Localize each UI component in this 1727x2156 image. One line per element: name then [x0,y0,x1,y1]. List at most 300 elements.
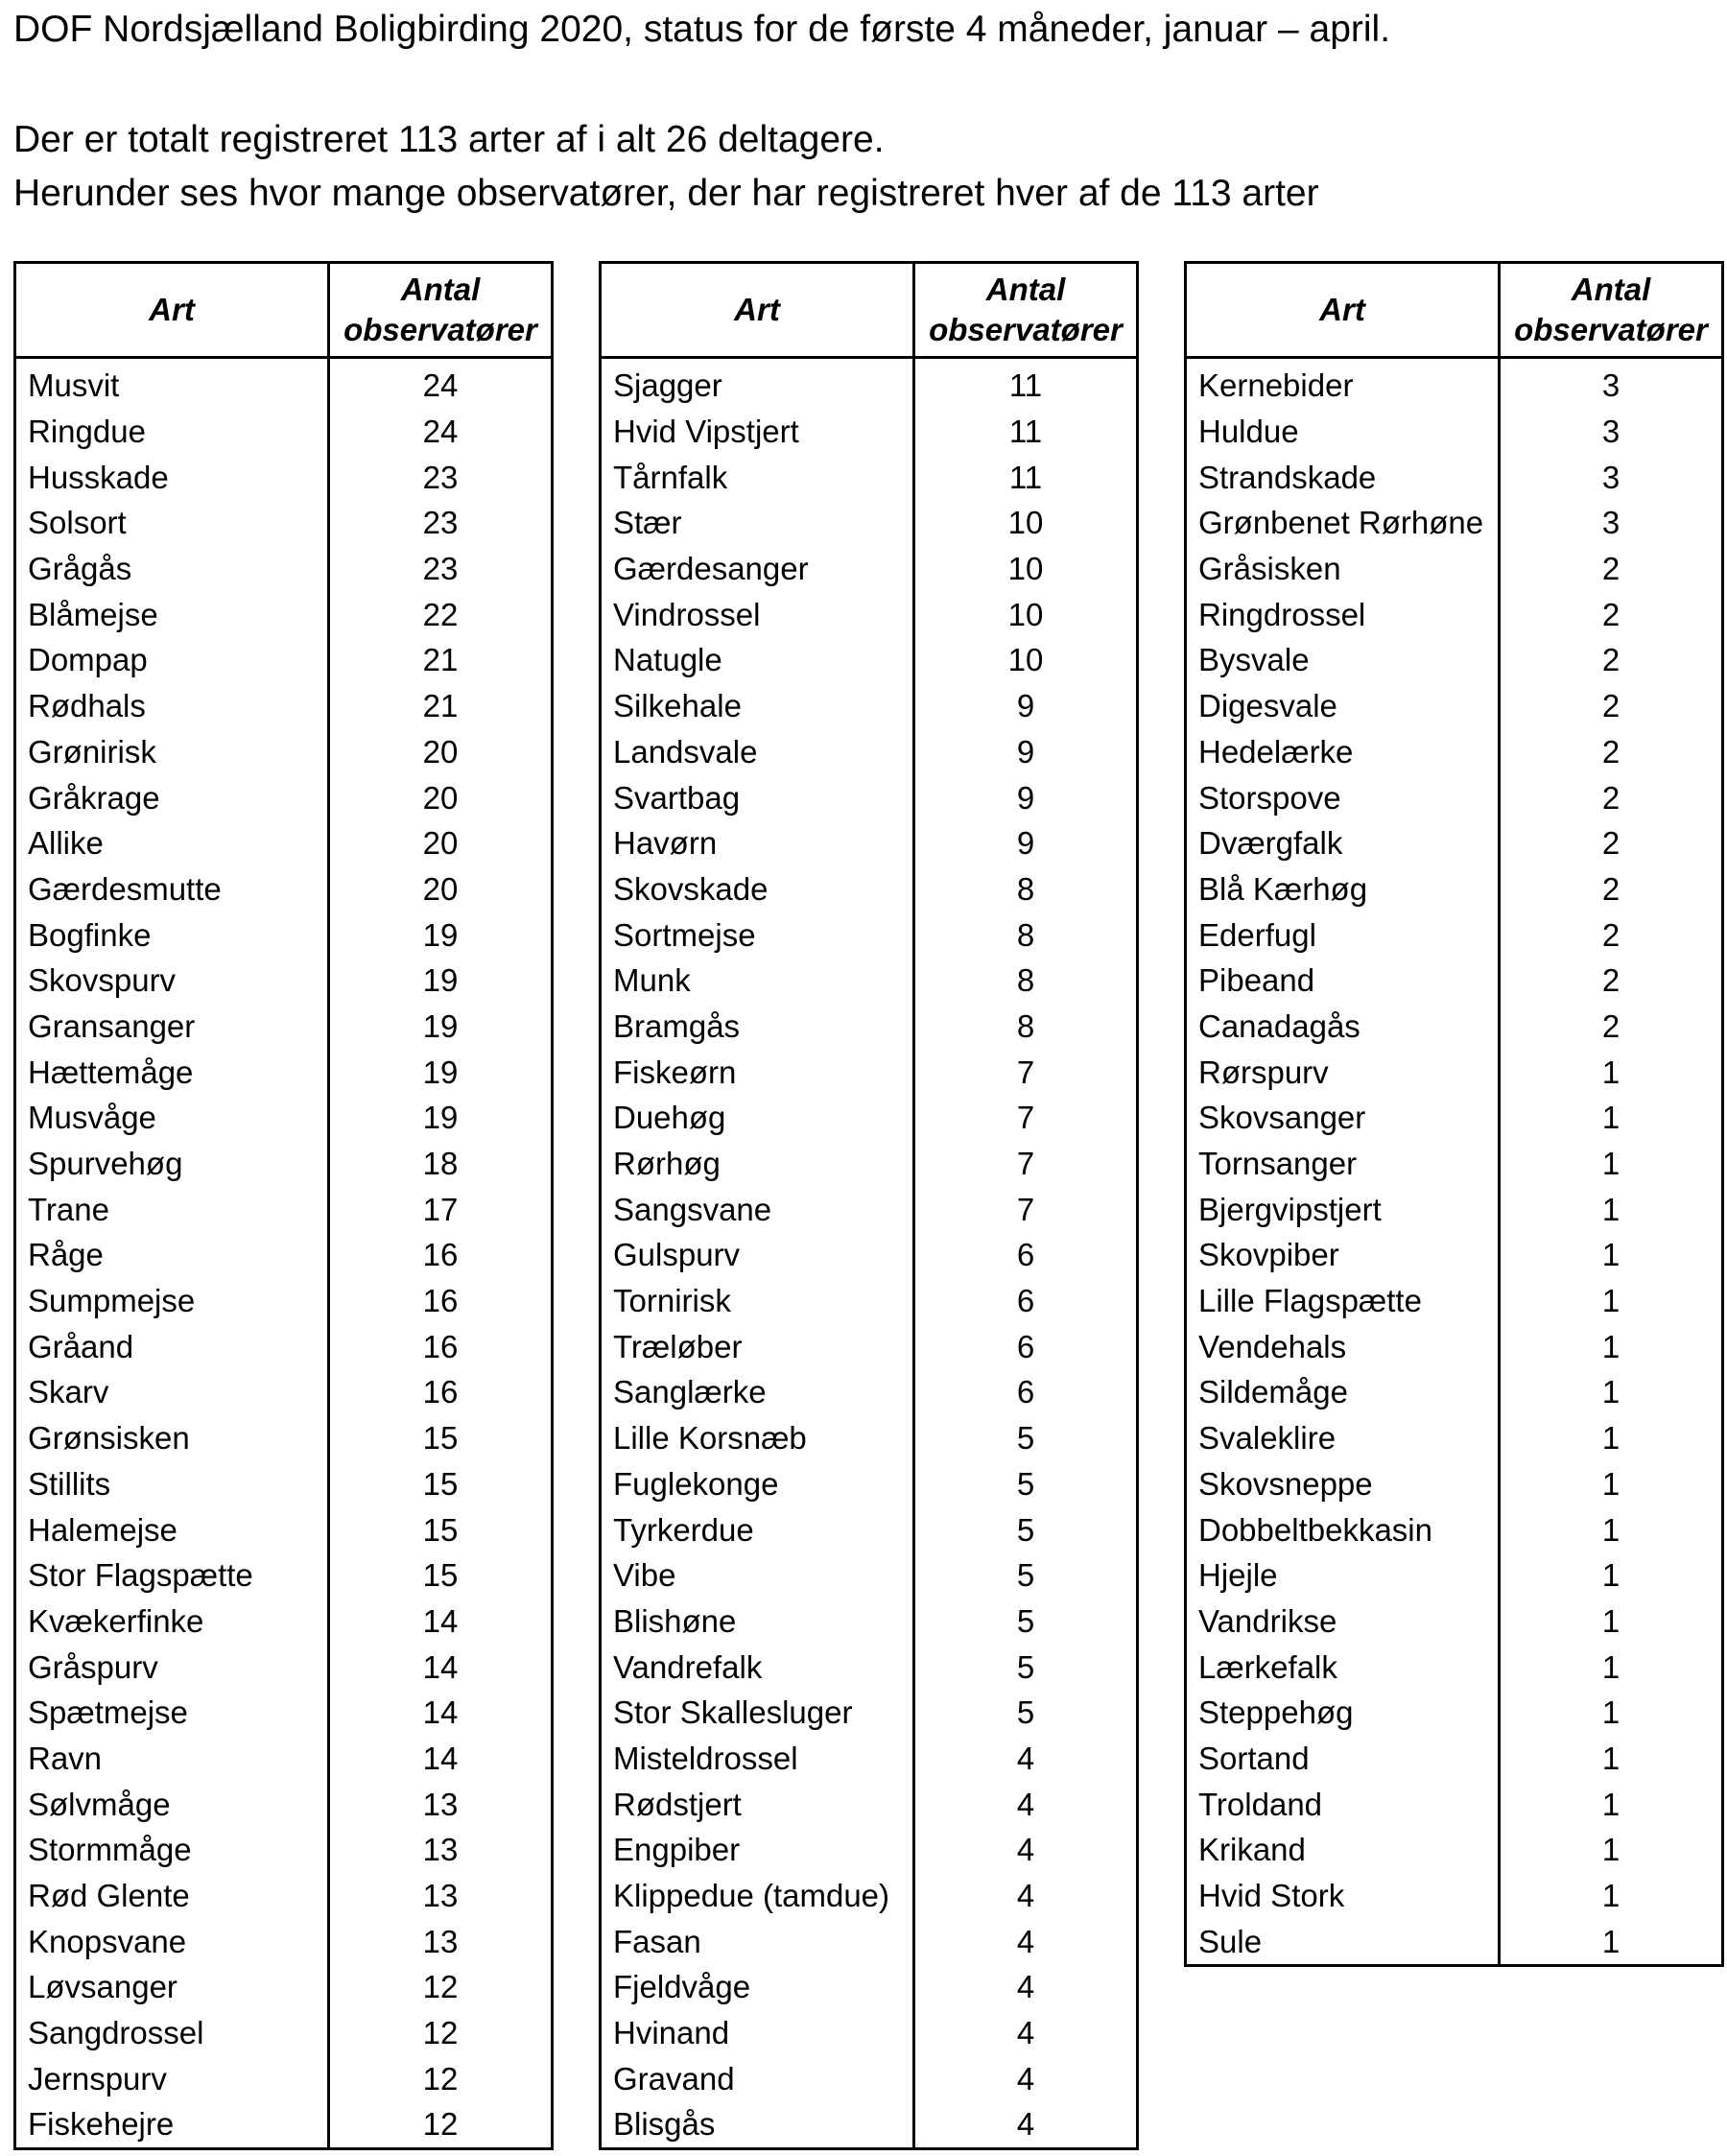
observer-count: 4 [1016,1923,1035,1959]
table-row [601,1690,1138,1736]
table-row [601,866,1138,912]
observer-count: 1 [1601,1557,1621,1594]
table-row [15,1918,553,1964]
species-name: Blåmejse [15,591,329,637]
table-row [1186,1186,1723,1232]
observer-count: 2 [1601,1007,1621,1044]
table-row [1186,637,1723,683]
table-row [15,1690,553,1736]
table-row [1186,1415,1723,1461]
observer-count: 20 [422,779,459,816]
observer-count: 20 [422,825,459,862]
observer-count: 22 [422,596,459,632]
table-row [601,1049,1138,1095]
species-name: Løvsanger [15,1964,329,2010]
observer-count: 19 [422,962,459,999]
observer-count: 14 [422,1648,459,1685]
observer-count: 6 [1016,1237,1035,1273]
species-name: Duehøg [601,1095,914,1141]
species-name: Vibe [601,1552,914,1599]
species-name: Tornirisk [601,1278,914,1324]
header-count-line1: Antal [985,272,1066,307]
table-row [15,1873,553,1919]
species-name: Ederfugl [1186,912,1500,958]
table-row [15,454,553,500]
table-row [1186,683,1723,729]
observer-count: 14 [422,1694,459,1731]
observer-count: 1 [1601,1465,1621,1502]
observer-count: 4 [1016,1878,1035,1914]
species-name: Skovpiber [1186,1232,1500,1278]
observer-count: 3 [1601,414,1621,450]
observer-count: 4 [1016,2060,1035,2097]
species-name: Gråspurv [15,1644,329,1690]
table-row [1186,1369,1723,1415]
table-row [1186,1873,1723,1919]
table-row [15,2101,553,2148]
observer-count: 9 [1016,733,1035,770]
species-name: Sumpmejse [15,1278,329,1324]
observer-count: 20 [422,733,459,770]
table-row [601,358,1138,409]
observer-count: 6 [1016,1374,1035,1410]
species-name: Vindrossel [601,591,914,637]
table-row [1186,1552,1723,1599]
species-name: Silkehale [601,683,914,729]
table-row [1186,1918,1723,1965]
species-name: Ravn [15,1736,329,1782]
species-name: Gråsisken [1186,546,1500,592]
observer-count: 21 [422,642,459,678]
table-row [601,546,1138,592]
table-row [15,912,553,958]
document-title: DOF Nordsjælland Boligbirding 2020, status for de første 4 måneder, januar – april. [13,9,1391,50]
table-row [601,409,1138,455]
species-name: Grønbenet Rørhøne [1186,500,1500,546]
species-name: Sortmejse [601,912,914,958]
table-row [15,1004,553,1050]
species-name: Skovspurv [15,958,329,1004]
table-row [601,2101,1138,2148]
species-name: Musvit [15,358,329,409]
observer-count: 8 [1016,870,1035,907]
species-name: Blisgås [601,2101,914,2148]
observer-count: 4 [1016,1969,1035,2005]
table-row [15,774,553,820]
observer-count: 19 [422,916,459,953]
table-body [1186,358,1723,1966]
species-name: Bramgås [601,1004,914,1050]
observer-count: 19 [422,1054,459,1090]
observer-count: 1 [1601,1786,1621,1822]
species-name: Sanglærke [601,1369,914,1415]
table-row [15,1369,553,1415]
observer-count: 6 [1016,1283,1035,1319]
table-row [601,1644,1138,1690]
species-name: Grønirisk [15,729,329,775]
observer-count: 5 [1016,1511,1035,1548]
table-row [15,1095,553,1141]
table-row [601,1827,1138,1873]
table-row [601,958,1138,1004]
observer-count: 6 [1016,1328,1035,1364]
table-row [1186,591,1723,637]
observer-count: 4 [1016,1740,1035,1776]
observer-count: 13 [422,1923,459,1959]
species-name: Spurvehøg [15,1141,329,1187]
species-name: Træløber [601,1323,914,1369]
observer-count: 4 [1016,1786,1035,1822]
observer-count: 9 [1016,779,1035,816]
table-row [15,500,553,546]
table-row [15,1141,553,1187]
species-name: Fiskehejre [15,2101,329,2148]
table-header-row [601,263,1138,358]
observer-count: 10 [1007,551,1044,587]
table-row [15,2055,553,2101]
table-row [1186,820,1723,866]
table-row [1186,1323,1723,1369]
observer-count: 1 [1601,1283,1621,1319]
species-name: Allike [15,820,329,866]
table-row [601,1323,1138,1369]
species-name: Blå Kærhøg [1186,866,1500,912]
species-name: Rørhøg [601,1141,914,1187]
table-row [1186,1736,1723,1782]
species-name: Krikand [1186,1827,1500,1873]
table-row [15,546,553,592]
table-row [1186,1827,1723,1873]
table-row [15,1461,553,1507]
observer-count: 1 [1601,1694,1621,1731]
table-row [601,591,1138,637]
species-name: Rørspurv [1186,1049,1500,1095]
table-row [15,1781,553,1827]
observer-count: 23 [422,459,459,495]
observer-count: 9 [1016,825,1035,862]
table-row [1186,774,1723,820]
species-name: Stillits [15,1461,329,1507]
table-row [15,409,553,455]
species-name: Engpiber [601,1827,914,1873]
header-count-line2: observatører [343,312,537,347]
species-name: Knopsvane [15,1918,329,1964]
species-name: Havørn [601,820,914,866]
table-row [601,500,1138,546]
table-row [15,729,553,775]
observer-count: 7 [1016,1100,1035,1136]
observer-count: 24 [422,414,459,450]
intro-line-total: Der er totalt registreret 113 arter af i alt 26 deltagere. [13,119,885,160]
species-name: Gråand [15,1323,329,1369]
table-row [1186,1644,1723,1690]
table-row [1186,912,1723,958]
species-name: Lærkefalk [1186,1644,1500,1690]
observer-count: 11 [1008,414,1043,450]
observer-count: 12 [422,2060,459,2097]
observer-count: 1 [1601,1374,1621,1410]
table-row [601,1369,1138,1415]
table-row [1186,1049,1723,1095]
species-name: Landsvale [601,729,914,775]
species-name: Bjergvipstjert [1186,1186,1500,1232]
species-name: Hvid Stork [1186,1873,1500,1919]
table-row [1186,358,1723,409]
table-row [15,820,553,866]
observer-count: 4 [1016,2015,1035,2051]
observer-count: 4 [1016,1832,1035,1868]
species-name: Solsort [15,500,329,546]
observer-count: 17 [422,1191,459,1227]
observer-count: 5 [1016,1648,1035,1685]
header-count [914,263,1138,358]
table-row [601,1736,1138,1782]
observer-count: 16 [422,1374,459,1410]
species-name: Trane [15,1186,329,1232]
table-row [15,1049,553,1095]
observer-count: 12 [422,2106,459,2143]
observer-count: 2 [1601,962,1621,999]
observer-count: 15 [422,1511,459,1548]
species-name: Dompap [15,637,329,683]
species-name: Svaleklire [1186,1415,1500,1461]
table-row [601,1095,1138,1141]
observer-count: 5 [1016,1420,1035,1457]
table-header-row [1186,263,1723,358]
species-name: Sildemåge [1186,1369,1500,1415]
table-row [1186,454,1723,500]
species-name: Grågås [15,546,329,592]
table-row [601,1964,1138,2010]
observer-count: 2 [1601,596,1621,632]
table-row [15,358,553,409]
table-row [601,1873,1138,1919]
observer-count: 5 [1016,1465,1035,1502]
observer-count: 1 [1601,1878,1621,1914]
table-row [15,591,553,637]
observer-count: 2 [1601,916,1621,953]
observer-count: 3 [1601,367,1621,404]
species-name: Stær [601,500,914,546]
observer-count: 1 [1601,1602,1621,1639]
species-name: Halemejse [15,1506,329,1552]
species-name: Hvinand [601,2010,914,2056]
observer-count: 2 [1601,688,1621,724]
species-name: Grønsisken [15,1415,329,1461]
observer-count: 10 [1007,505,1044,541]
species-name: Stormmåge [15,1827,329,1873]
species-name: Canadagås [1186,1004,1500,1050]
table-row [15,958,553,1004]
species-name: Husskade [15,454,329,500]
observer-count: 12 [422,1969,459,2005]
table-body [601,358,1138,2149]
table-row [15,1644,553,1690]
observer-count: 1 [1601,1832,1621,1868]
observer-count: 1 [1601,1191,1621,1227]
observer-count: 11 [1008,459,1043,495]
observer-count: 2 [1601,642,1621,678]
observer-count: 16 [422,1283,459,1319]
species-name: Sangsvane [601,1186,914,1232]
species-name: Strandskade [1186,454,1500,500]
header-count-line1: Antal [400,272,481,307]
table-row [15,1323,553,1369]
species-name: Råge [15,1232,329,1278]
observer-count: 5 [1016,1557,1035,1594]
observer-count: 2 [1601,825,1621,862]
observer-count: 9 [1016,688,1035,724]
table-row [1186,500,1723,546]
species-name: Fiskeørn [601,1049,914,1095]
table-row [601,1415,1138,1461]
species-name: Jernspurv [15,2055,329,2101]
species-name: Fasan [601,1918,914,1964]
species-name: Bysvale [1186,637,1500,683]
species-name: Skovsanger [1186,1095,1500,1141]
table-row [1186,1461,1723,1507]
observer-count: 7 [1016,1146,1035,1182]
table-row [601,1918,1138,1964]
species-name: Stor Flagspætte [15,1552,329,1599]
table-row [601,912,1138,958]
observer-count: 14 [422,1602,459,1639]
table-row [601,2055,1138,2101]
species-name: Munk [601,958,914,1004]
table-row [601,683,1138,729]
intro-text [13,113,1319,221]
species-name: Sangdrossel [15,2010,329,2056]
table-row [15,637,553,683]
table-row [15,1964,553,2010]
observer-count: 14 [422,1740,459,1776]
observer-count: 5 [1016,1694,1035,1731]
table-row [1186,866,1723,912]
observer-count: 1 [1601,1237,1621,1273]
table-row [1186,1278,1723,1324]
header-count [329,263,553,358]
table-row [1186,1232,1723,1278]
table-row [15,1552,553,1599]
table-row [1186,1004,1723,1050]
table-row [1186,1141,1723,1187]
observer-count: 10 [1007,642,1044,678]
table-row [601,2010,1138,2056]
observer-count: 18 [422,1146,459,1182]
species-name: Stor Skallesluger [601,1690,914,1736]
observer-count: 7 [1016,1191,1035,1227]
table-row [1186,729,1723,775]
table-row [601,1506,1138,1552]
table-row [601,820,1138,866]
observer-count: 23 [422,551,459,587]
header-species: Art [1186,263,1500,358]
observer-count: 3 [1601,459,1621,495]
observer-count: 13 [422,1878,459,1914]
observer-count: 5 [1016,1602,1035,1639]
observer-count: 23 [422,505,459,541]
species-name: Troldand [1186,1781,1500,1827]
species-name: Natugle [601,637,914,683]
observer-count: 13 [422,1786,459,1822]
observer-count: 20 [422,870,459,907]
observer-count: 1 [1601,1420,1621,1457]
species-name: Kernebider [1186,358,1500,409]
species-name: Ringdrossel [1186,591,1500,637]
species-name: Musvåge [15,1095,329,1141]
species-name: Bogfinke [15,912,329,958]
species-name: Sjagger [601,358,914,409]
observer-count: 15 [422,1420,459,1457]
table-row [601,1141,1138,1187]
observer-count: 1 [1601,1923,1621,1959]
observer-count: 2 [1601,551,1621,587]
species-name: Skarv [15,1369,329,1415]
species-name: Sule [1186,1918,1500,1965]
table-row [601,774,1138,820]
species-name: Svartbag [601,774,914,820]
intro-line-description: Herunder ses hvor mange observatører, der har registreret hver af de 113 arter [13,173,1319,214]
observer-count: 12 [422,2015,459,2051]
table-row [1186,1095,1723,1141]
species-name: Rødstjert [601,1781,914,1827]
species-name: Dværgfalk [1186,820,1500,866]
observer-count: 4 [1016,2106,1035,2143]
observer-count: 1 [1601,1648,1621,1685]
species-name: Ringdue [15,409,329,455]
table-row [601,1186,1138,1232]
table-row [601,1461,1138,1507]
table-row [601,1781,1138,1827]
observer-count: 2 [1601,779,1621,816]
observer-count: 2 [1601,870,1621,907]
species-name: Klippedue (tamdue) [601,1873,914,1919]
table-row [601,1552,1138,1599]
observer-count: 15 [422,1465,459,1502]
observer-count: 2 [1601,733,1621,770]
table-row [1186,546,1723,592]
table-row [15,2010,553,2056]
species-name: Hvid Vipstjert [601,409,914,455]
table-row [1186,1781,1723,1827]
species-name: Rødhals [15,683,329,729]
observer-count: 1 [1601,1054,1621,1090]
table-row [601,1278,1138,1324]
species-name: Gravand [601,2055,914,2101]
table-body [15,358,553,2149]
species-name: Lille Korsnæb [601,1415,914,1461]
species-name: Tyrkerdue [601,1506,914,1552]
species-name: Huldue [1186,409,1500,455]
observer-count: 1 [1601,1146,1621,1182]
table-row [15,1736,553,1782]
table-row [15,1506,553,1552]
observer-count: 19 [422,1007,459,1044]
species-name: Blishøne [601,1599,914,1645]
table-row [1186,1506,1723,1552]
observer-count: 1 [1601,1100,1621,1136]
species-name: Skovskade [601,866,914,912]
species-name: Sølvmåge [15,1781,329,1827]
species-name: Vandrefalk [601,1644,914,1690]
species-name: Gærdesmutte [15,866,329,912]
observer-count: 8 [1016,962,1035,999]
species-name: Tornsanger [1186,1141,1500,1187]
observer-count: 3 [1601,505,1621,541]
observer-count: 7 [1016,1054,1035,1090]
species-name: Storspove [1186,774,1500,820]
species-name: Gulspurv [601,1232,914,1278]
